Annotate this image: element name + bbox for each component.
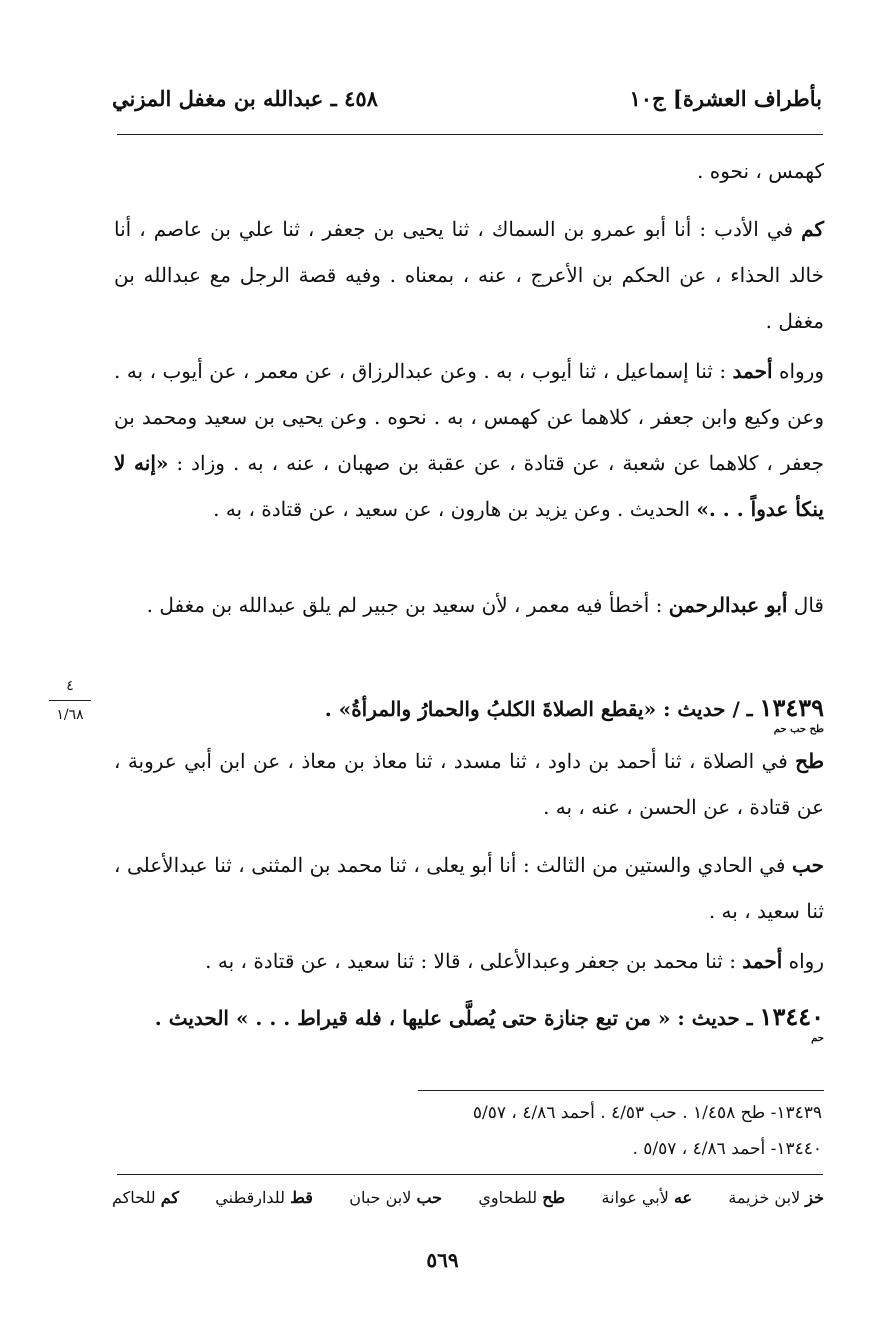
paragraph-2 <box>114 206 824 344</box>
legend-item <box>349 1188 442 1218</box>
margin-top: ٤ <box>66 678 74 694</box>
legend-code: كم <box>160 1188 179 1207</box>
paragraph-4-intro: قال <box>787 593 824 617</box>
hadith-heading-13439 <box>114 685 824 736</box>
hadith-heading-13440 <box>114 994 824 1045</box>
paragraph-8 <box>114 938 824 984</box>
source-code-tah: طح <box>795 749 824 773</box>
running-header <box>112 86 822 122</box>
paragraph-4 <box>114 582 824 628</box>
legend-label: لابن خزيمة <box>728 1188 801 1207</box>
author-name: أبو عبدالرحمن <box>668 593 788 617</box>
legend-label: لابن حبان <box>349 1188 412 1207</box>
paragraph-3-intro: ورواه <box>772 359 824 383</box>
paragraph-8-intro: رواه <box>782 949 824 973</box>
page-number: ٥٦٩ <box>426 1248 459 1272</box>
source-name-ahmad: أحمد <box>732 359 773 383</box>
hadith-heading-text: ـ / حديث : «يقطع الصلاةَ الكلبُ والحمارُ والمرأةُ» . <box>324 697 760 721</box>
paragraph-3-text: : ثنا إسماعيل ، ثنا أيوب ، به . وعن عبدالرزاق ، عن معمر ، عن أيوب ، به . وعن وكيع وابن جعفر ، كلاهما عن كهمس ، به . نحوه . وعن يحيى بن سعيد ومحمد بن جعفر ، كلاهما عن شعبة ، عن قتادة ، عن عقبة بن صهبان ، عنه ، به . وزاد : <box>114 359 824 475</box>
legend-code: خز <box>805 1188 824 1207</box>
paragraph-7-text: في الحادي والستين من الثالث : أنا أبو يعلى ، ثنا محمد بن المثنى ، ثنا عبدالأعلى ، ثنا سعيد ، به . <box>114 853 824 923</box>
hadith-heading-text-2: ـ حديث : « من تبع جنازة حتى يُصلَّى عليها ، فله قيراط . . . » الحديث . <box>154 1006 760 1030</box>
source-code-kam: كم <box>801 217 824 241</box>
abbreviation-legend <box>112 1188 824 1218</box>
header-rule <box>117 134 823 135</box>
paragraph-1: كهمس ، نحوه . <box>697 159 824 183</box>
margin-reference <box>45 678 95 723</box>
paragraph-2-text: في الأدب : أنا أبو عمرو بن السماك ، ثنا يحيى بن جعفر ، ثنا علي بن عاصم ، أنا خالد الحذاء ، عن الحكم بن الأعرج ، عنه ، بمعناه . وفيه قصة الرجل مع عبدالله بن مغفل . <box>114 217 824 333</box>
legend-code: حب <box>416 1188 443 1207</box>
header-volume: بأطراف العشرة] ج١٠ <box>629 86 822 111</box>
legend-item <box>112 1188 179 1218</box>
legend-item <box>215 1188 313 1218</box>
legend-rule <box>117 1174 823 1175</box>
hadith-quote: «إنه لا ينكأ عدواً . . .» <box>114 451 824 521</box>
footnote-rule <box>418 1090 824 1091</box>
paragraph-3-end: الحديث . وعن يزيد بن هارون ، عن سعيد ، عن قتادة ، به . <box>213 497 697 521</box>
header-chapter: ٤٥٨ ـ عبدالله بن مغفل المزني <box>112 86 378 111</box>
paragraph-4-text: : أخطأ فيه معمر ، لأن سعيد بن جبير لم يلق عبدالله بن مغفل . <box>146 593 669 617</box>
legend-code: قط <box>290 1188 313 1207</box>
paragraph-3 <box>114 348 824 532</box>
hadith-number-2: ١٣٤٤٠ <box>759 1002 824 1031</box>
footnote-2: ١٣٤٤٠- أحمد ٤/٨٦ ، ٥/٥٧ . <box>632 1139 822 1159</box>
hadith-number: ١٣٤٣٩ <box>759 693 824 722</box>
paragraph-8-text: : ثنا محمد بن جعفر وعبدالأعلى ، قالا : ثنا سعيد ، عن قتادة ، به . <box>205 949 743 973</box>
legend-item <box>602 1188 693 1218</box>
hadith-source-codes-2: حم <box>811 1033 824 1044</box>
legend-label: لأبي عوانة <box>601 1188 669 1207</box>
legend-label: للحاكم <box>112 1188 156 1207</box>
legend-item <box>728 1188 824 1218</box>
margin-divider <box>49 700 91 701</box>
legend-code: عه <box>673 1188 693 1207</box>
legend-label: للدارقطني <box>215 1188 285 1207</box>
legend-code: طح <box>542 1188 566 1207</box>
hadith-source-codes: طح حب حم <box>773 724 824 735</box>
source-name-ahmad-2: أحمد <box>742 949 783 973</box>
paragraph-7 <box>114 842 824 934</box>
margin-bottom: ١/٦٨ <box>56 707 84 723</box>
footnote-1: ١٣٤٣٩- طح ١/٤٥٨ . حب ٤/٥٣ . أحمد ٤/٨٦ ، ٥/٥٧ <box>472 1103 822 1123</box>
legend-item <box>478 1188 565 1218</box>
paragraph-6 <box>114 738 824 830</box>
paragraph-6-text: في الصلاة ، ثنا أحمد بن داود ، ثنا مسدد ، ثنا معاذ بن معاذ ، عن ابن أبي عروبة ، عن قتادة ، عن الحسن ، عنه ، به . <box>114 749 824 819</box>
legend-label: للطحاوي <box>478 1188 538 1207</box>
source-code-hib: حب <box>791 853 824 877</box>
